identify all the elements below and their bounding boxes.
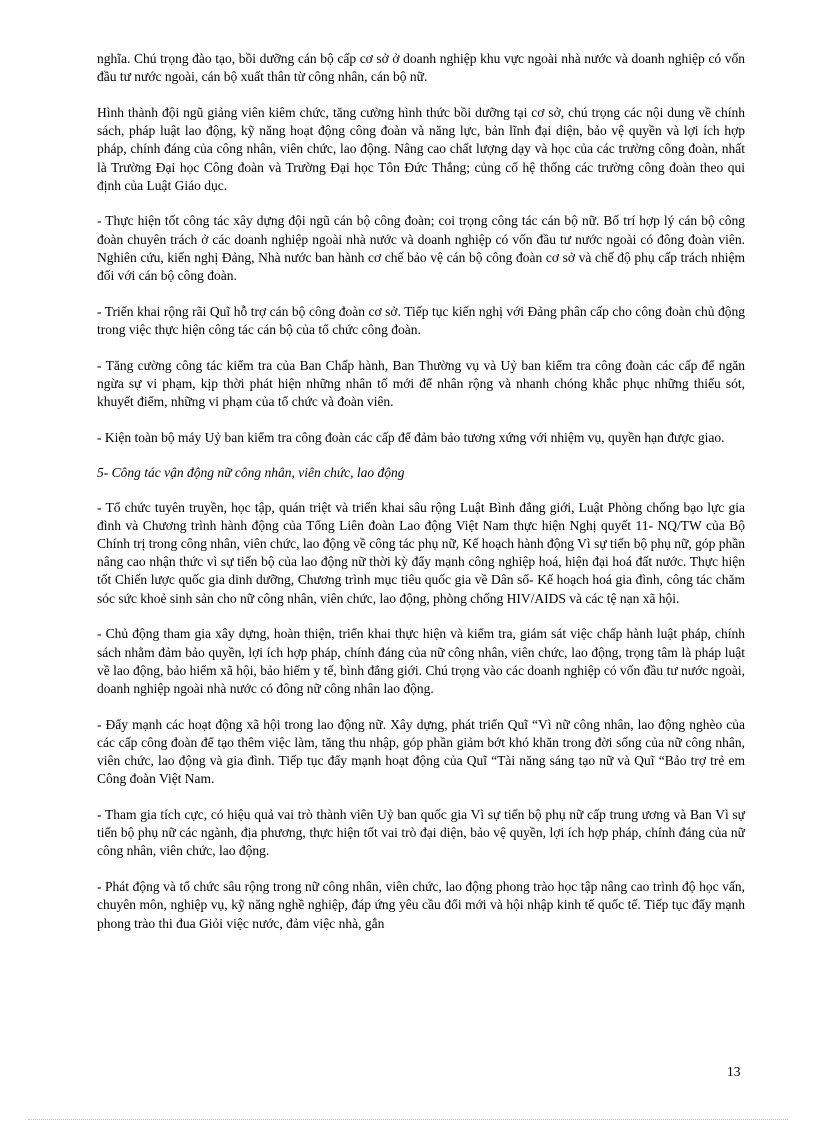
paragraph: - Thực hiện tốt công tác xây dựng đội ngũ cán bộ công đoàn; coi trọng công tác cán bộ nữ. Bố trí hợp lý cán bộ công đoàn chuyên trách ở các doanh nghiệp ngoài nhà nước và doanh nghiệp có vốn đầu tư nước ngoài có đông đoàn viên. Nghiên cứu, kiến nghị Đảng, Nhà nước ban hành cơ chế bảo vệ cán bộ công đoàn cơ sở và chế độ phụ cấp trách nhiệm đối với cán bộ công đoàn. — [97, 213, 745, 284]
paragraph: - Đẩy mạnh các hoạt động xã hội trong lao động nữ. Xây dựng, phát triển Quĩ “Vì nữ công nhân, lao động nghèo của các cấp công đoàn để tạo thêm việc làm, tăng thu nhập, góp phần giảm bớt khó khăn trong đời sống của nữ công nhân, viên chức, lao động và gia đình. Tiếp tục đẩy mạnh hoạt động của Quĩ “Tài năng sáng tạo nữ và Quĩ “Bảo trợ trẻ em Công đoàn Việt Nam. — [97, 716, 745, 787]
paragraph: - Triển khai rộng rãi Quĩ hỗ trợ cán bộ công đoàn cơ sở. Tiếp tục kiến nghị với Đảng phân cấp cho công đoàn chủ động trong việc thực hiện công tác cán bộ của tổ chức công đoàn. — [97, 303, 745, 337]
page-body — [97, 50, 745, 950]
paragraph: Hình thành đội ngũ giảng viên kiêm chức, tăng cường hình thức bồi dưỡng tại cơ sở, chú trọng các nội dung về chính sách, pháp luật lao động, kỹ năng hoạt động công đoàn và năng lực, bản lĩnh đại diện, bảo vệ quyền và lợi ích hợp pháp, chính đáng của công nhân, viên chức, lao động. Nâng cao chất lượng dạy và học của các trường công đoàn, nhất là Trường Đại học Công đoàn và Trường Đại học Tôn Đức Thắng; củng cố hệ thống các trường công đoàn theo qui định của Luật Giáo dục. — [97, 104, 745, 193]
paragraph: - Tổ chức tuyên truyền, học tập, quán triệt và triển khai sâu rộng Luật Bình đẳng giới, Luật Phòng chống bạo lực gia đình và Chương trình hành động của Tổng Liên đoàn Lao động Việt Nam thực hiện Nghị quyết 11- NQ/TW của Bộ Chính trị trong công nhân, viên chức, lao động về công tác phụ nữ, Kế hoạch hành động Vì sự tiến bộ phụ nữ, góp phần nâng cao nhận thức vì sự tiến bộ của lao động nữ thời kỳ đẩy mạnh công nghiệp hoá, hiện đại hoá đất nước. Thực hiện tốt Chiến lược quốc gia dinh dưỡng, Chương trình mục tiêu quốc gia về Dân số- Kế hoạch hoá gia đình, công tác chăm sóc sức khoẻ sinh sản cho nữ công nhân, viên chức, lao động, phòng chống HIV/AIDS và các tệ nạn xã hội. — [97, 499, 745, 606]
paragraph: - Kiện toàn bộ máy Uỷ ban kiểm tra công đoàn các cấp để đảm bảo tương xứng với nhiệm vụ, quyền hạn được giao. — [97, 429, 725, 445]
page-number: 13 — [727, 1064, 741, 1079]
paragraph: - Phát động và tổ chức sâu rộng trong nữ công nhân, viên chức, lao động phong trào học tập nâng cao trình độ học vấn, chuyên môn, nghiệp vụ, kỹ năng nghề nghiệp, đáp ứng yêu cầu đổi mới và hội nhập kinh tế quốc tế. Tiếp tục đẩy mạnh phong trào thi đua Giỏi việc nước, đảm việc nhà, gắn — [97, 879, 745, 931]
section-heading: 5- Công tác vận động nữ công nhân, viên chức, lao động — [97, 465, 405, 481]
paragraph: - Tham gia tích cực, có hiệu quả vai trò thành viên Uỷ ban quốc gia Vì sự tiến bộ phụ nữ cấp trung ương và Ban Vì sự tiến bộ phụ nữ các ngành, địa phương, thực hiện tốt vai trò đại diện, bảo vệ quyền, lợi ích hợp pháp, chính đáng của nữ công nhân, viên chức, lao động. — [97, 807, 745, 859]
paragraph: - Chủ động tham gia xây dựng, hoàn thiện, triển khai thực hiện và kiểm tra, giám sát việc chấp hành luật pháp, chính sách nhằm đảm bảo quyền, lợi ích hợp pháp, chính đáng của nữ công nhân, viên chức, lao động, trọng tâm là pháp luật về lao động, bảo hiểm xã hội, bảo hiểm y tế, bình đẳng giới. Chú trọng vào các doanh nghiệp có vốn đầu tư nước ngoài, doanh nghiệp ngoài nhà nước có đông nữ công nhân lao động. — [97, 626, 745, 696]
page-bottom-divider — [28, 1119, 788, 1120]
paragraph: - Tăng cường công tác kiểm tra của Ban Chấp hành, Ban Thường vụ và Uỷ ban kiểm tra công đoàn các cấp để ngăn ngừa sự vi phạm, kịp thời phát hiện những nhân tố mới để nhân rộng và nhanh chóng khắc phục những thiếu sót, khuyết điểm, những vi phạm của tổ chức và đoàn viên. — [97, 357, 745, 410]
paragraph: nghĩa. Chú trọng đào tạo, bồi dưỡng cán bộ cấp cơ sở ở doanh nghiệp khu vực ngoài nhà nước và doanh nghiệp có vốn đầu tư nước ngoài, cán bộ xuất thân từ công nhân, cán bộ nữ. — [97, 51, 745, 85]
